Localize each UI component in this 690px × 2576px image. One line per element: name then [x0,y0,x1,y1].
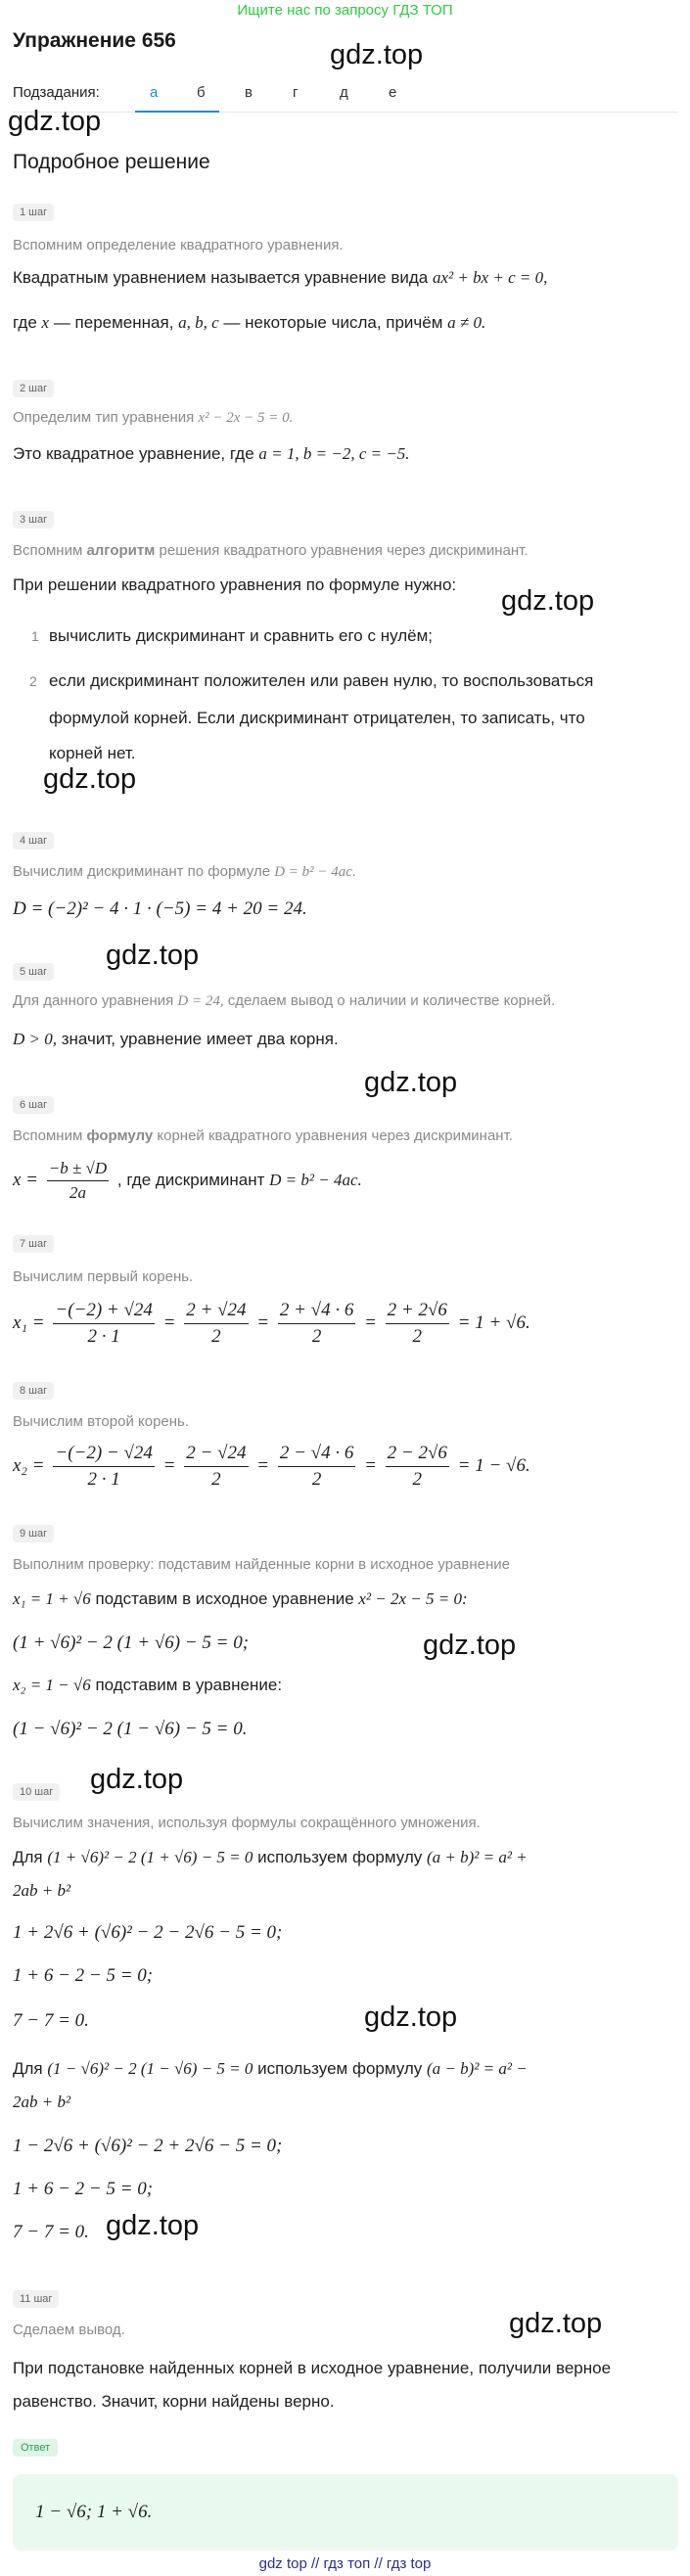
step-hint: Вспомним алгоритм решения квадратного уравнения через дискриминант. [13,542,529,559]
active-tab-underline [135,111,219,113]
watermark: gdz.top [90,1764,184,1795]
step-badge: 1 шаг [13,204,54,221]
step-text: x₂ = 1 − √6 подставим в уравнение: [13,1676,283,1694]
watermark: gdz.top [106,940,200,971]
step-badge: 7 шаг [13,1235,54,1253]
step-formula: D = (−2)² − 4 · 1 · (−5) = 4 + 20 = 24. [13,898,307,919]
list-number: 1 [31,628,39,644]
list-item: вычислить дискриминант и сравнить его с нулём; [49,626,434,645]
subtask-tab-a[interactable]: а [150,84,159,101]
step-badge: 5 шаг [13,963,54,981]
step-formula: (1 − √6)² − 2 (1 − √6) − 5 = 0. [13,1719,248,1739]
subtask-tab-d[interactable]: д [340,84,348,101]
step-formula: 1 + 6 − 2 − 5 = 0; [13,1965,154,1986]
list-item: корней нет. [49,744,136,762]
step-hint: Вычислим значения, используя формулы сокращённого умножения. [13,1815,481,1831]
step-text: При подстановке найденных корней в исходное уравнение, получили верное [13,2359,612,2377]
watermark: gdz.top [106,2210,200,2241]
list-item: формулой корней. Если дискриминант отрицателен, то записать, что [49,709,585,727]
step-badge: 8 шаг [13,1382,54,1400]
step-text: D > 0, значит, уравнение имеет два корня. [13,1030,339,1048]
step-text: равенство. Значит, корни найдены верно. [13,2392,335,2411]
answer-value: 1 − √6; 1 + √6. [35,2502,153,2522]
step-formula: 1 + 2√6 + (√6)² − 2 − 2√6 − 5 = 0; [13,1922,283,1943]
step-text: где x — переменная, a, b, c — некоторые числа, причём a ≠ 0. [13,313,486,332]
step-hint: Вспомним формулу корней квадратного уравнения через дискриминант. [13,1127,513,1144]
footer-links[interactable]: gdz top // гдз топ // гдз top [258,2555,432,2572]
step-badge: 4 шаг [13,832,54,850]
step-badge: 10 шаг [13,1783,60,1801]
step-formula: 7 − 7 = 0. [13,2010,89,2031]
list-number: 2 [29,673,37,689]
step-badge: 6 шаг [13,1096,54,1114]
watermark: gdz.top [364,2001,458,2033]
step-hint: Вычислим дискриминант по формуле D = b² − 4ac. [13,863,356,880]
subtask-tab-g[interactable]: г [293,84,299,101]
subtask-tab-v[interactable]: в [245,84,253,101]
subtask-tab-b[interactable]: б [197,84,206,101]
step-hint: Вычислим первый корень. [13,1268,194,1285]
step-formula: x₂ = $\frac{-(-2) - √24}{2 \cdot 1}$ = $\frac{2 - √24}{2}$ = $\frac{2 - √4 \cdot 6}{2}$ = $\frac{2 - 2√6}{2}$ = 1 − √6. [13,1443,530,1490]
step-text: Это квадратное уравнение, где a = 1, b = −2, c = −5. [13,444,410,463]
step-formula: 1 − 2√6 + (√6)² − 2 + 2√6 − 5 = 0; [13,2136,283,2156]
list-item: если дискриминант положителен или равен нулю, то воспользоваться [49,671,594,690]
step-hint: Выполним проверку: подставим найденные корни в исходное уравнение [13,1556,511,1573]
watermark: gdz.top [423,1630,517,1661]
step-badge: 3 шаг [13,511,54,529]
step-formula: x₁ = $\frac{-(-2) + √24}{2 \cdot 1}$ = $\frac{2 + √24}{2}$ = $\frac{2 + √4 \cdot 6}{2}$ = $\frac{2 + 2√6}{2}$ = 1 + √6. [13,1300,530,1347]
step-hint: Определим тип уравнения x² − 2x − 5 = 0. [13,409,294,426]
step-formula: 2ab + b² [13,2093,71,2111]
step-hint: Для данного уравнения D = 24, сделаем вывод о наличии и количестве корней. [13,992,556,1009]
watermark: gdz.top [364,1067,458,1098]
step-hint: Вспомним определение квадратного уравнения. [13,237,344,253]
step-formula: 2ab + b² [13,1881,71,1900]
solution-heading: Подробное решение [13,151,210,173]
watermark: gdz.top [509,2308,603,2339]
step-hint: Вычислим второй корень. [13,1413,190,1430]
answer-badge: Ответ [13,2439,58,2457]
step-text: Квадратным уравнением называется уравнение вида ax² + bx + c = 0, [13,268,548,287]
page-title: Упражнение 656 [13,29,176,52]
top-banner: Ищите нас по запросу ГДЗ ТОП [237,2,453,19]
watermark: gdz.top [8,106,102,137]
watermark: gdz.top [501,585,595,617]
subtask-tab-e[interactable]: е [389,84,397,101]
subtasks-label: Подзадания: [13,84,100,101]
step-badge: 11 шаг [13,2290,59,2308]
subtasks-divider [13,112,678,113]
step-text: Для (1 + √6)² − 2 (1 + √6) − 5 = 0 используем формулу (a + b)² = a² + [13,1848,528,1866]
step-formula: 7 − 7 = 0. [13,2222,89,2242]
step-badge: 9 шаг [13,1525,54,1542]
step-text: Для (1 − √6)² − 2 (1 − √6) − 5 = 0 используем формулу (a − b)² = a² − [13,2059,528,2078]
watermark: gdz.top [43,763,137,795]
step-text: x₁ = 1 + √6 подставим в исходное уравнение x² − 2x − 5 = 0: [13,1589,468,1608]
step-hint: Сделаем вывод. [13,2322,125,2338]
watermark: gdz.top [330,39,424,70]
step-badge: 2 шаг [13,380,54,397]
step-text: При решении квадратного уравнения по формуле нужно: [13,575,457,594]
step-formula: x = $\frac{-b \pm √D}{2a}$ , где дискриминант D = b² − 4ac. [13,1159,362,1202]
step-formula: (1 + √6)² − 2 (1 + √6) − 5 = 0; [13,1633,250,1653]
step-formula: 1 + 6 − 2 − 5 = 0; [13,2179,154,2199]
